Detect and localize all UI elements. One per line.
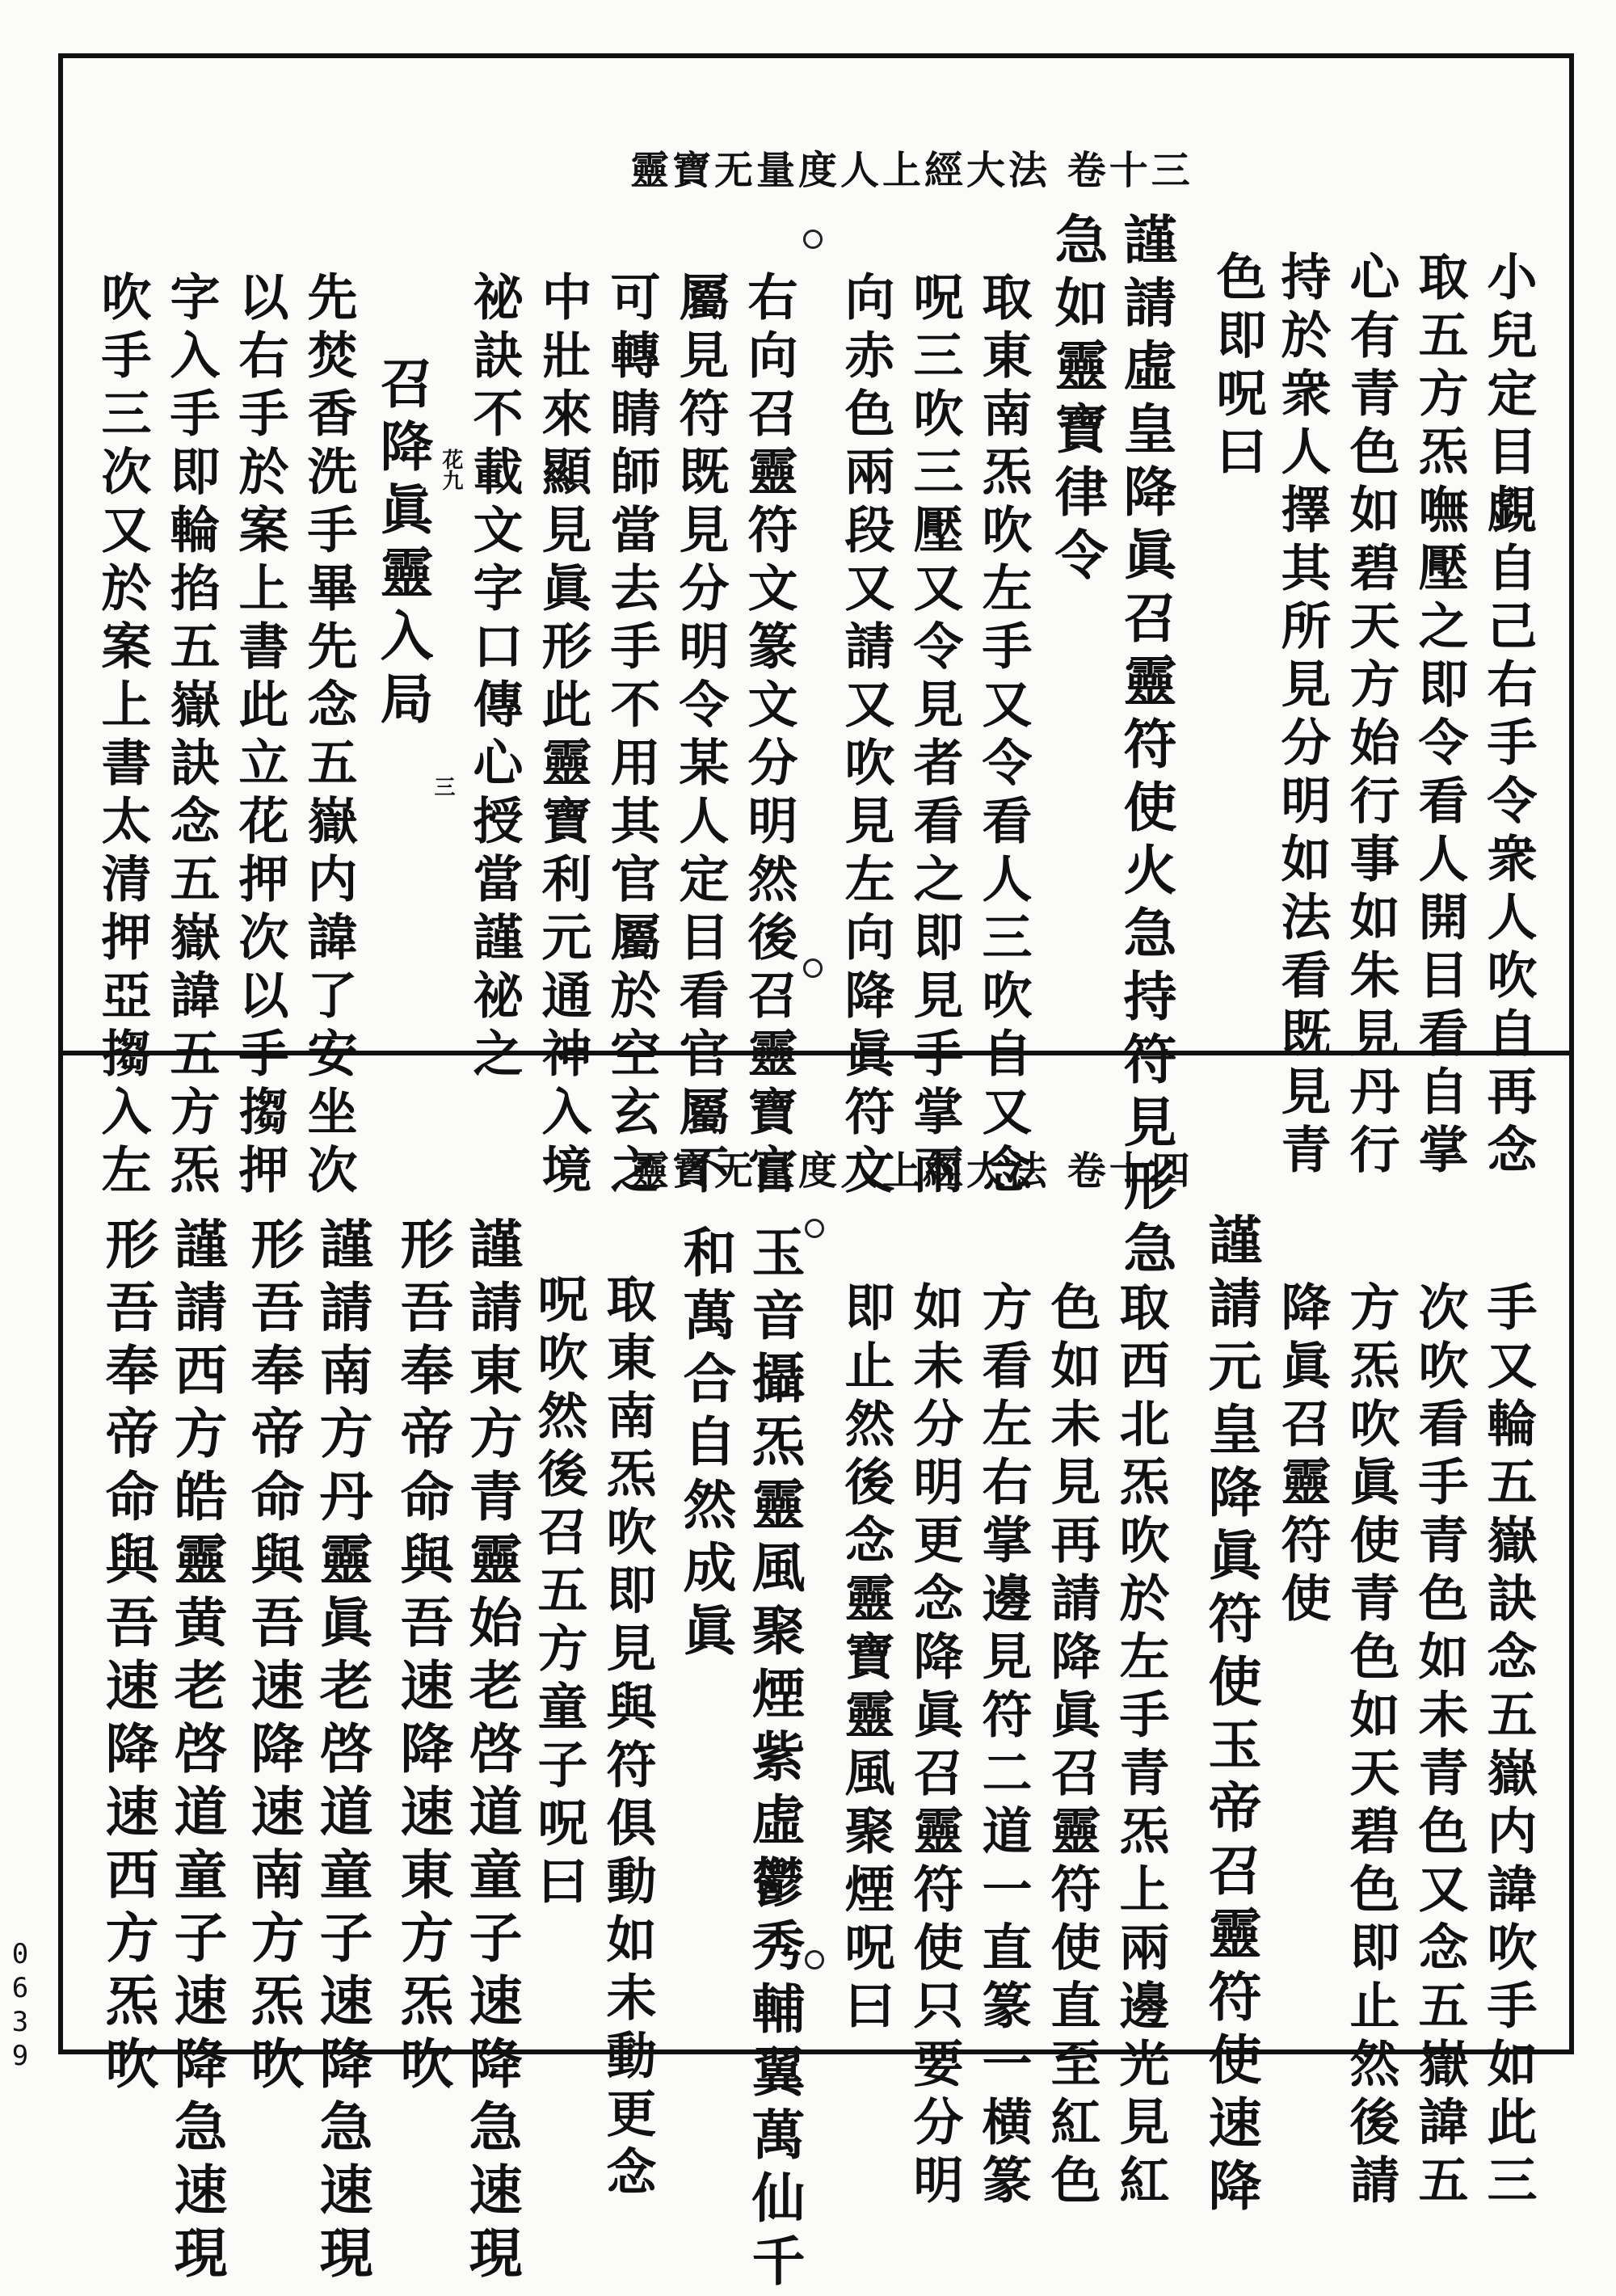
bottom-col-19: 謹請西方皓靈黄老啓道童子速降急速現 <box>165 1216 228 2288</box>
bottom-col-17: 謹請南方丹靈眞老啓道童子速降急速現 <box>310 1216 373 2288</box>
top-circle-mark-2 <box>803 958 823 978</box>
bottom-col-8: 方看左右掌邊見符二道一直篆一横篆 <box>974 1281 1033 2212</box>
top-col-6: 謹請虛皇降眞召靈符使火急持符見形急 <box>1114 212 1177 1283</box>
top-col-19: 字入手即輪掐五嶽訣念五嶽諱五方炁 <box>162 271 221 1202</box>
bottom-col-20: 形吾奉帝命與吾速降速西方炁吹 <box>96 1216 159 2099</box>
bottom-col-10: 即止然後念靈寶靈風聚煙呪曰 <box>836 1281 895 2037</box>
bottom-circle-mark-1 <box>805 1219 824 1238</box>
top-col-4: 持於衆人擇其所見分明如法看既見青 <box>1273 251 1332 1182</box>
bottom-col-9: 如未分明更念降眞召靈符使只要分明 <box>905 1281 964 2212</box>
bottom-circle-mark-2 <box>805 1950 824 1970</box>
top-col-18: 以右手於案上書此立花押次以手搊押 <box>230 271 289 1202</box>
bottom-col-6: 取西北炁吹於左手青炁上兩邊光見紅 <box>1111 1281 1170 2212</box>
top-col-20: 吹手三次又於案上書太清押亞搊入左 <box>93 271 152 1202</box>
bottom-panel-header: 靈寶无量度人上經大法 卷十四 <box>630 1148 1193 1194</box>
top-note-1: 花九 <box>439 449 463 491</box>
bottom-col-16: 形吾奉帝命與吾速降速東方炁吹 <box>391 1216 454 2099</box>
top-col-5: 色即呪曰 <box>1208 251 1267 483</box>
bottom-col-13: 取東南炁吹即見與符俱動如未動更念 <box>598 1273 657 2204</box>
top-col-1: 小兒定目覷自己右手令衆人吹自再念 <box>1479 251 1538 1182</box>
top-col-7: 急如靈寶律令 <box>1046 212 1109 590</box>
bottom-col-18: 形吾奉帝命與吾速降速南方炁吹 <box>242 1216 305 2099</box>
top-circle-mark-1 <box>803 230 823 249</box>
page-number: 0639 <box>4 1938 36 2074</box>
bottom-col-7: 色如未見再請降眞召靈符使直至紅色 <box>1042 1281 1101 2212</box>
top-col-16: 召降眞靈入局 <box>371 356 434 734</box>
top-col-3: 心有青色如碧天方始行事如朱見丹行 <box>1341 251 1400 1182</box>
top-col-15: 祕訣不載文字口傳心授當謹祕之 <box>465 271 524 1085</box>
bottom-col-15: 謹請東方青靈始老啓道童子速降急速現 <box>460 1216 523 2288</box>
bottom-col-5: 謹請元皇降眞符使玉帝召靈符使速降 <box>1199 1212 1262 2221</box>
bottom-col-12: 和萬合自然成眞 <box>674 1224 737 1666</box>
top-note-2: 三 <box>431 776 455 797</box>
top-col-9: 呪三吹三壓又令見者看之即見手掌兩 <box>905 271 964 1202</box>
top-col-13: 可轉睛師當去手不用其官屬於空玄之 <box>602 271 661 1202</box>
bottom-col-2: 次吹看手青色如未青色又念五嶽諱五 <box>1410 1281 1469 2212</box>
top-col-2: 取五方炁嘸壓之即令看人開目看自掌 <box>1410 251 1469 1182</box>
top-col-17: 先焚香洗手畢先念五嶽内諱了安坐次 <box>299 271 358 1202</box>
top-col-11: 右向召靈符文篆文分明然後召靈寶官 <box>739 271 798 1202</box>
top-col-14: 中壯來顯見眞形此靈寶利元通神入境 <box>533 271 592 1202</box>
bottom-col-4: 降眞召靈符使 <box>1273 1281 1332 1630</box>
bottom-col-1: 手又輪五嶽訣念五嶽内諱吹手如此三 <box>1479 1281 1538 2212</box>
top-col-8: 取東南炁吹左手又令看人三吹自又念 <box>974 271 1033 1202</box>
top-col-12: 屬見符既見分明令某人定目看官屬不 <box>671 271 730 1202</box>
bottom-col-3: 方炁吹眞使青色如天碧色即止然後請 <box>1341 1281 1400 2212</box>
top-panel-header: 靈寶无量度人上經大法 卷十三 <box>630 148 1193 193</box>
bottom-col-14: 呪吹然後召五方童子呪曰 <box>529 1273 588 1913</box>
bottom-col-11: 玉音攝炁靈風聚煙紫虛鬱秀輔翼萬仙千 <box>743 1224 806 2296</box>
top-col-10: 向赤色兩段又請又吹見左向降眞符文 <box>836 271 895 1202</box>
